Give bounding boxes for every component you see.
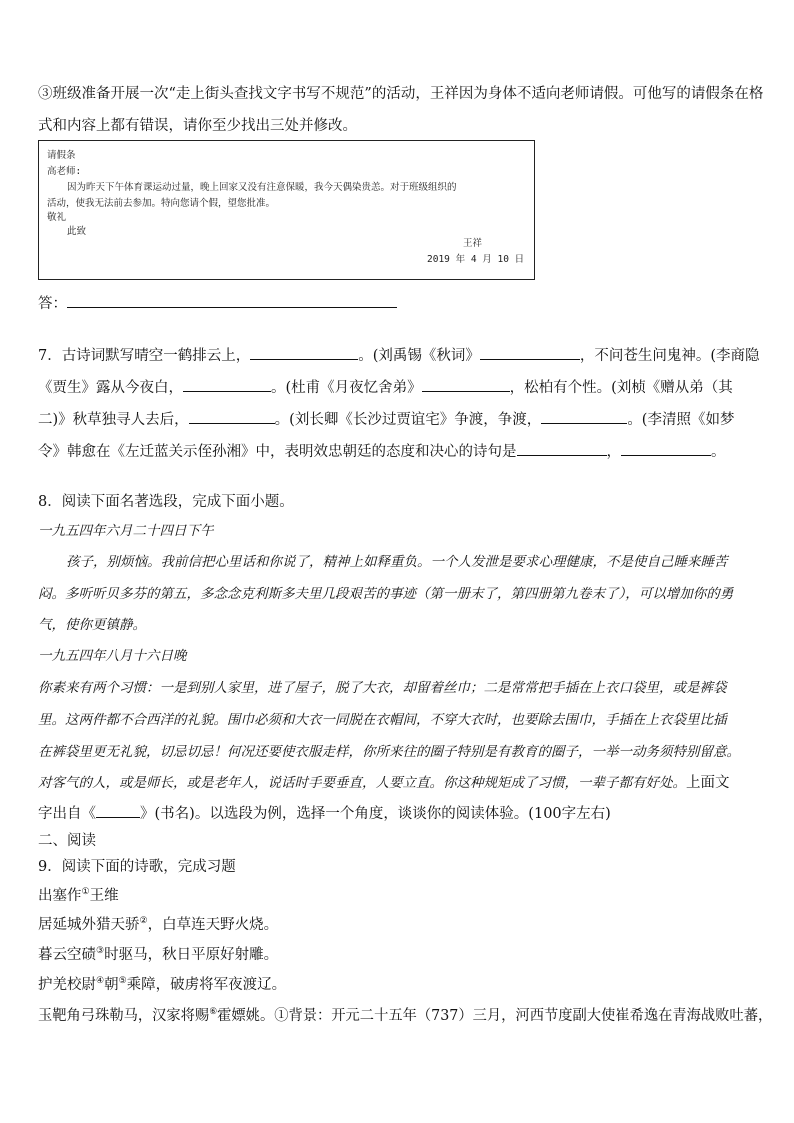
footnote-mark: ③ xyxy=(96,946,105,957)
section-2-heading: 二、阅读 xyxy=(38,833,96,849)
footnote-mark: ⑥ xyxy=(209,1007,218,1018)
answer-blank[interactable] xyxy=(67,292,397,308)
q7-text: 。 xyxy=(711,444,726,460)
q7-line-2 xyxy=(38,376,733,397)
q6-line-1: ③班级准备开展一次“走上街头查找文字书写不规范”的活动，王祥因为身体不适向老师请假。可他写的请假条在格 xyxy=(38,86,764,102)
q7-text: ，不问苍生问鬼神。(李商隐 xyxy=(579,348,760,364)
letter-date-1: 一九五四年六月二十四日下午 xyxy=(38,523,214,539)
q7-blank-4[interactable] xyxy=(422,376,510,392)
footnote-mark: ① xyxy=(81,887,90,898)
q7-text: 。(刘禹锡《秋词》 xyxy=(358,348,480,364)
poem-line-2 xyxy=(38,943,278,964)
letter-2-line-4 xyxy=(38,771,730,792)
q6-line-2: 式和内容上都有错误，请你至少找出三处并修改。 xyxy=(38,118,357,134)
answer-label: 答： xyxy=(38,296,67,312)
q7-text: 。(杜甫《月夜忆舍弟》 xyxy=(271,380,422,396)
letter-1-line-3: 气，使你更镇静。 xyxy=(38,617,146,633)
poem-text: 乘障，破虏将军夜渡辽。 xyxy=(126,977,287,993)
poem-text: 霍嫖姚。①背景：开元二十五年（737）三月，河西节度副大使崔希逸在青海战败吐蕃， xyxy=(217,1008,773,1024)
leave-note-signature: 王祥 xyxy=(463,238,483,249)
q7-text: ， xyxy=(606,444,621,460)
q7-text: 。(刘长卿《长沙过贾谊宅》争渡，争渡， xyxy=(274,412,542,428)
q7-blank-2[interactable] xyxy=(480,344,580,360)
letter-1-line-2: 闷。多听听贝多芬的第五，多念念克利斯多夫里几段艰苦的事迹（第一册末了，第四册第九卷末了），可以增加你的勇 xyxy=(38,586,734,602)
footnote-mark: ④ xyxy=(96,976,105,987)
q7-blank-7[interactable] xyxy=(517,440,607,456)
q8-question-text: 字出自《 xyxy=(38,806,96,822)
q7-line-1 xyxy=(38,344,760,365)
poem-heading xyxy=(38,884,119,905)
letter-date-2: 一九五四年八月十六日晚 xyxy=(38,648,187,664)
q7-text: 7．古诗词默写晴空一鹤排云上， xyxy=(38,348,251,364)
q7-blank-3[interactable] xyxy=(183,376,271,392)
poem-text: 护羌校尉 xyxy=(38,977,96,993)
q7-blank-5[interactable] xyxy=(189,408,275,424)
q7-blank-8[interactable] xyxy=(621,440,711,456)
q8-tail: 上面文 xyxy=(686,775,730,791)
leave-note-closing-2: 此致 xyxy=(67,226,87,237)
poem-line-4 xyxy=(38,1004,772,1025)
letter-2-line-2: 里。这两件都不合西洋的礼貌。围巾必须和大衣一同脱在衣帽间，不穿大衣时，也要除去围巾，手插在上衣袋里比插 xyxy=(38,712,727,728)
q8-title: 8．阅读下面名著选段，完成下面小题。 xyxy=(38,494,294,510)
leave-note-body-2: 活动，使我无法前去参加。特向您请个假，望您批准。 xyxy=(47,198,276,209)
footnote-mark: ⑤ xyxy=(118,976,127,987)
q7-text: ，松柏有个性。(刘桢《赠从弟（其 xyxy=(509,380,733,396)
letter-2-line-1: 你素来有两个习惯：一是到别人家里，进了屋子，脱了大衣，却留着丝巾；二是常常把手插在上衣口袋里，或是裤袋 xyxy=(38,680,727,696)
poem-title: 出塞作 xyxy=(38,888,82,904)
q8-question xyxy=(38,802,611,823)
poem-text: 居延城外猎天骄 xyxy=(38,917,140,933)
leave-note-body-1: 因为昨天下午体育课运动过量，晚上回家又没有注意保暖，我今天偶染贵恙。对于班级组织的 xyxy=(67,182,457,193)
q7-text: 《贾生》露从今夜白， xyxy=(38,380,183,396)
q7-text: 。(李清照《如梦 xyxy=(627,412,735,428)
poem-line-3 xyxy=(38,973,286,994)
poem-line-1 xyxy=(38,913,278,934)
poem-text: 朝 xyxy=(104,977,119,993)
letter-2-text: 对客气的人，或是师长，或是老年人，说话时手要垂直，人要立直。你这种规矩成了习惯，一辈子都有好处。 xyxy=(38,775,686,791)
answer-line xyxy=(38,292,397,313)
q7-blank-1[interactable] xyxy=(250,344,358,360)
leave-note-greeting: 高老师: xyxy=(47,166,82,177)
leave-note-title: 请假条 xyxy=(47,150,76,161)
leave-note-date: 2019 年 4 月 10 日 xyxy=(427,254,525,265)
footnote-mark: ② xyxy=(139,916,148,927)
poem-text: 玉靶角弓珠勒马，汉家将赐 xyxy=(38,1008,210,1024)
q8-question-text: 》(书名)。以选段为例，选择一个角度，谈谈你的阅读体验。(100字左右) xyxy=(140,806,611,822)
q7-line-3 xyxy=(38,408,734,429)
letter-2-line-3: 在裤袋里更无礼貌，切忌切忌！何况还要使衣服走样，你所来往的圈子特别是有教育的圈子，一举一动务须特别留意。 xyxy=(38,744,740,760)
letter-1-line-1: 孩子，别烦恼。我前信把心里话和你说了，精神上如释重负。一个人发泄是要求心理健康，不是使自己睡来睡苦 xyxy=(66,554,728,570)
leave-note-closing-1: 敬礼 xyxy=(47,212,67,223)
q7-text: 令》韩愈在《左迁蓝关示侄孙湘》中，表明效忠朝廷的态度和决心的诗句是 xyxy=(38,444,517,460)
poem-text: 时驱马，秋日平原好射雕。 xyxy=(104,947,279,963)
q7-text: 二)》秋草独寻人去后， xyxy=(38,412,189,428)
q8-book-blank[interactable] xyxy=(96,802,140,818)
poem-text: 暮云空碛 xyxy=(38,947,96,963)
q7-line-4 xyxy=(38,440,726,461)
q7-blank-6[interactable] xyxy=(541,408,627,424)
leave-note-box xyxy=(38,140,535,280)
poem-text: ，白草连天野火烧。 xyxy=(147,917,279,933)
poem-author: 王维 xyxy=(89,888,119,904)
q9-title: 9．阅读下面的诗歌，完成习题 xyxy=(38,859,236,875)
